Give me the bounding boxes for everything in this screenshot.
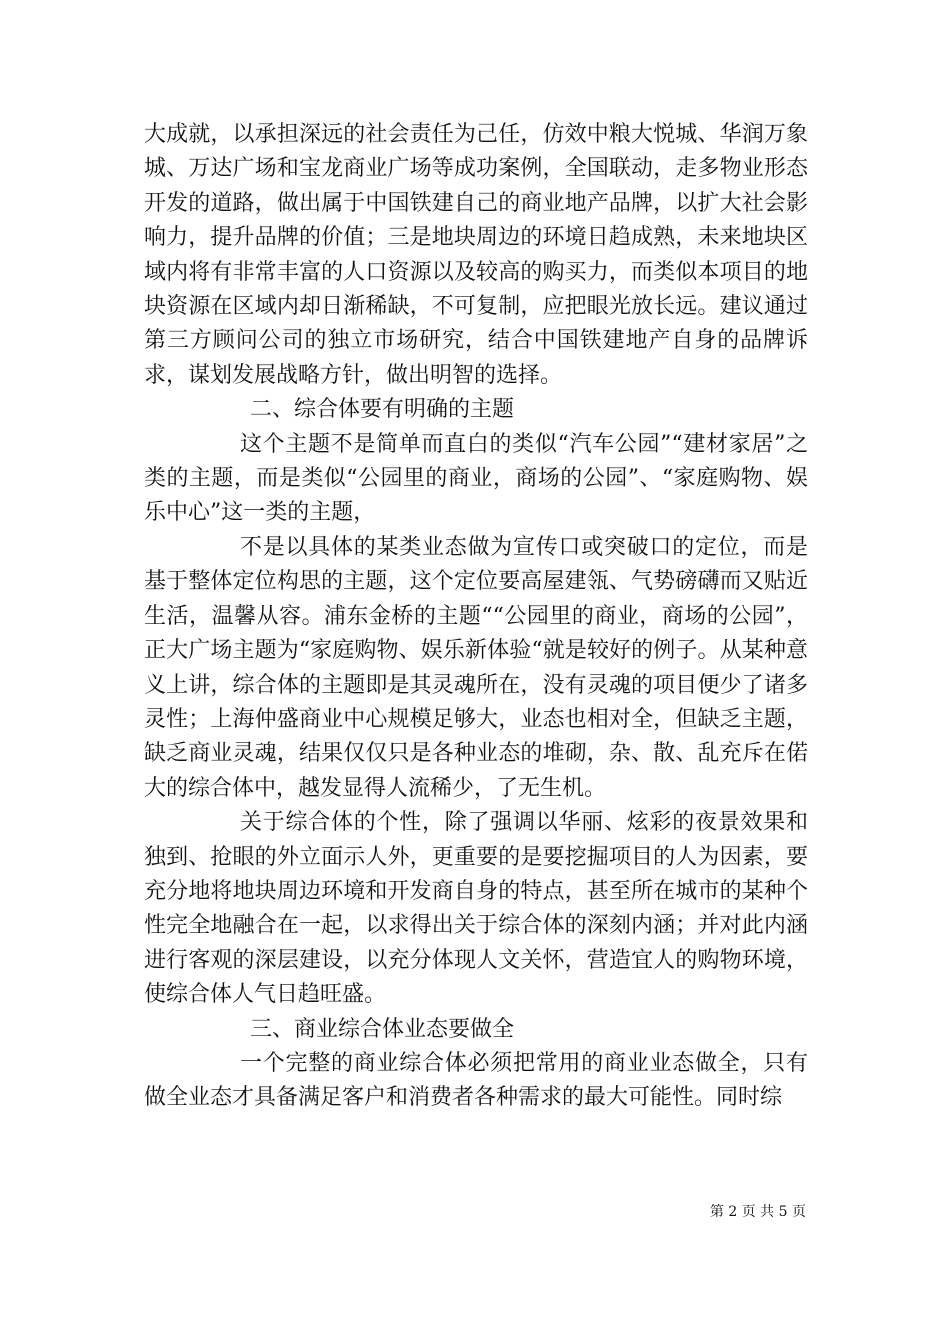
section-heading-2: 二、综合体要有明确的主题 [250, 397, 515, 423]
paragraph-theme-intro: 这个主题不是简单而直白的类似“汽车公园”“建材家居”之类的主题，而是类似“公园里的商业，商场的公园”、“家庭购物、娱乐中心”这一类的主题， [144, 431, 808, 526]
page-number-footer: 第 2 页 共 5 页 [709, 1204, 806, 1220]
paragraph-theme-positioning: 不是以具体的某类业态做为宣传口或突破口的定位，而是基于整体定位构思的主题，这个定位要高屋建瓴、气势磅礴而又贴近生活，温馨从容。浦东金桥的主题““公园里的商业，商场的公园”，正大广场主题为“家庭购物、娱乐新体验“就是较好的例子。从某种意义上讲，综合体的主题即是其灵魂所在，没有灵魂的项目便少了诸多灵性；上海仲盛商业中心规模足够大，业态也相对全，但缺乏主题，缺乏商业灵魂，结果仅仅只是各种业态的堆砌，杂、散、乱充斥在偌大的综合体中，越发显得人流稀少，了无生机。 [144, 534, 808, 801]
section-heading-3: 三、商业综合体业态要做全 [250, 1016, 515, 1042]
paragraph-business-formats: 一个完整的商业综合体必须把常用的商业业态做全，只有做全业态才具备满足客户和消费者各种需求的最大可能性。同时综 [144, 1050, 808, 1111]
document-body [144, 118, 808, 1116]
paragraph-personality: 关于综合体的个性，除了强调以华丽、炫彩的夜景效果和独到、抢眼的外立面示人外，更重要的是要挖掘项目的人为因素，要充分地将地块周边环境和开发商自身的特点，甚至所在城市的某种个性完全地融合在一起，以求得出关于综合体的深刻内涵；并对此内涵进行客观的深层建设，以充分体现人文关怀，营造宜人的购物环境，使综合体人气日趋旺盛。 [144, 810, 808, 1008]
paragraph-continuation: 大成就，以承担深远的社会责任为己任，仿效中粮大悦城、华润万象城、万达广场和宝龙商业广场等成功案例，全国联动，走多物业形态开发的道路，做出属于中国铁建自己的商业地产品牌，以扩大社会影响力，提升品牌的价值；三是地块周边的环境日趋成熟，未来地块区域内将有非常丰富的人口资源以及较高的购买力，而类似本项目的地块资源在区域内却日渐稀缺，不可复制，应把眼光放长远。建议通过第三方顾问公司的独立市场研究，结合中国铁建地产自身的品牌诉求，谋划发展战略方针，做出明智的选择。 [144, 122, 808, 388]
